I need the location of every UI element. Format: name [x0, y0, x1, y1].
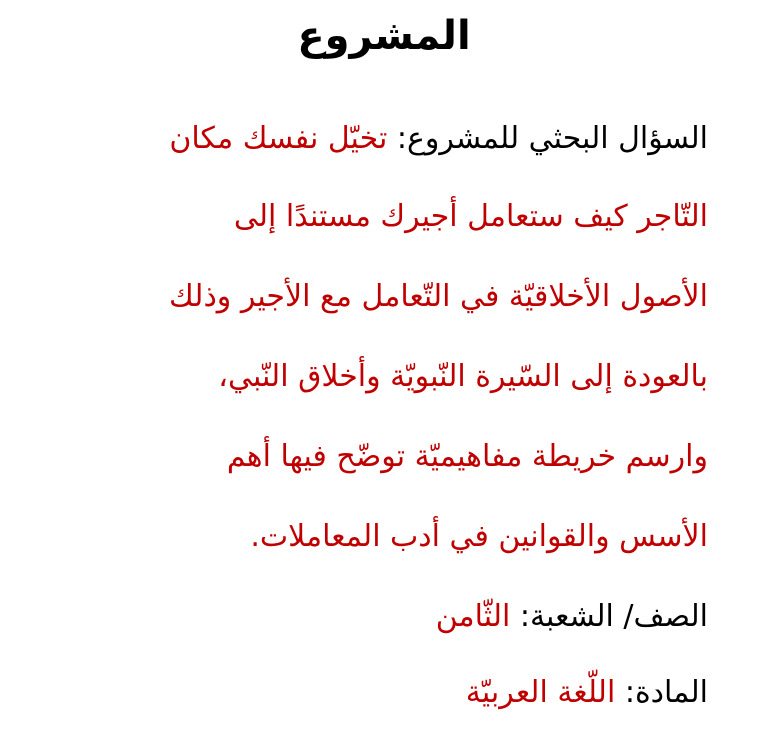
subject-line — [56, 672, 708, 714]
page-title: المشروع — [297, 13, 471, 59]
grade-value: الثّامن — [435, 599, 511, 634]
subject-label: المادة: — [624, 675, 708, 710]
research-question-text-1: تخيّل نفسك مكان — [169, 121, 388, 156]
grade-line — [56, 596, 708, 638]
grade-label: الصف/ الشعبة: — [519, 599, 708, 634]
research-question-line-1 — [56, 118, 708, 160]
subject-value: اللّغة العربيّة — [465, 675, 616, 710]
research-question-line-2: التّاجر كيف ستعامل أجيرك مستندًا إلى — [233, 199, 708, 234]
research-question-line-3: الأصول الأخلاقيّة في التّعامل مع الأجير وذلك — [169, 279, 708, 314]
research-question-line-4: بالعودة إلى السّيرة النّبويّة وأخلاق النّبي، — [218, 359, 708, 394]
research-question-line-5: وارسم خريطة مفاهيميّة توضّح فيها أهم — [226, 439, 708, 474]
research-question-label: السؤال البحثي للمشروع: — [396, 121, 708, 156]
research-question-line-6: الأسس والقوانين في أدب المعاملات. — [250, 519, 708, 554]
